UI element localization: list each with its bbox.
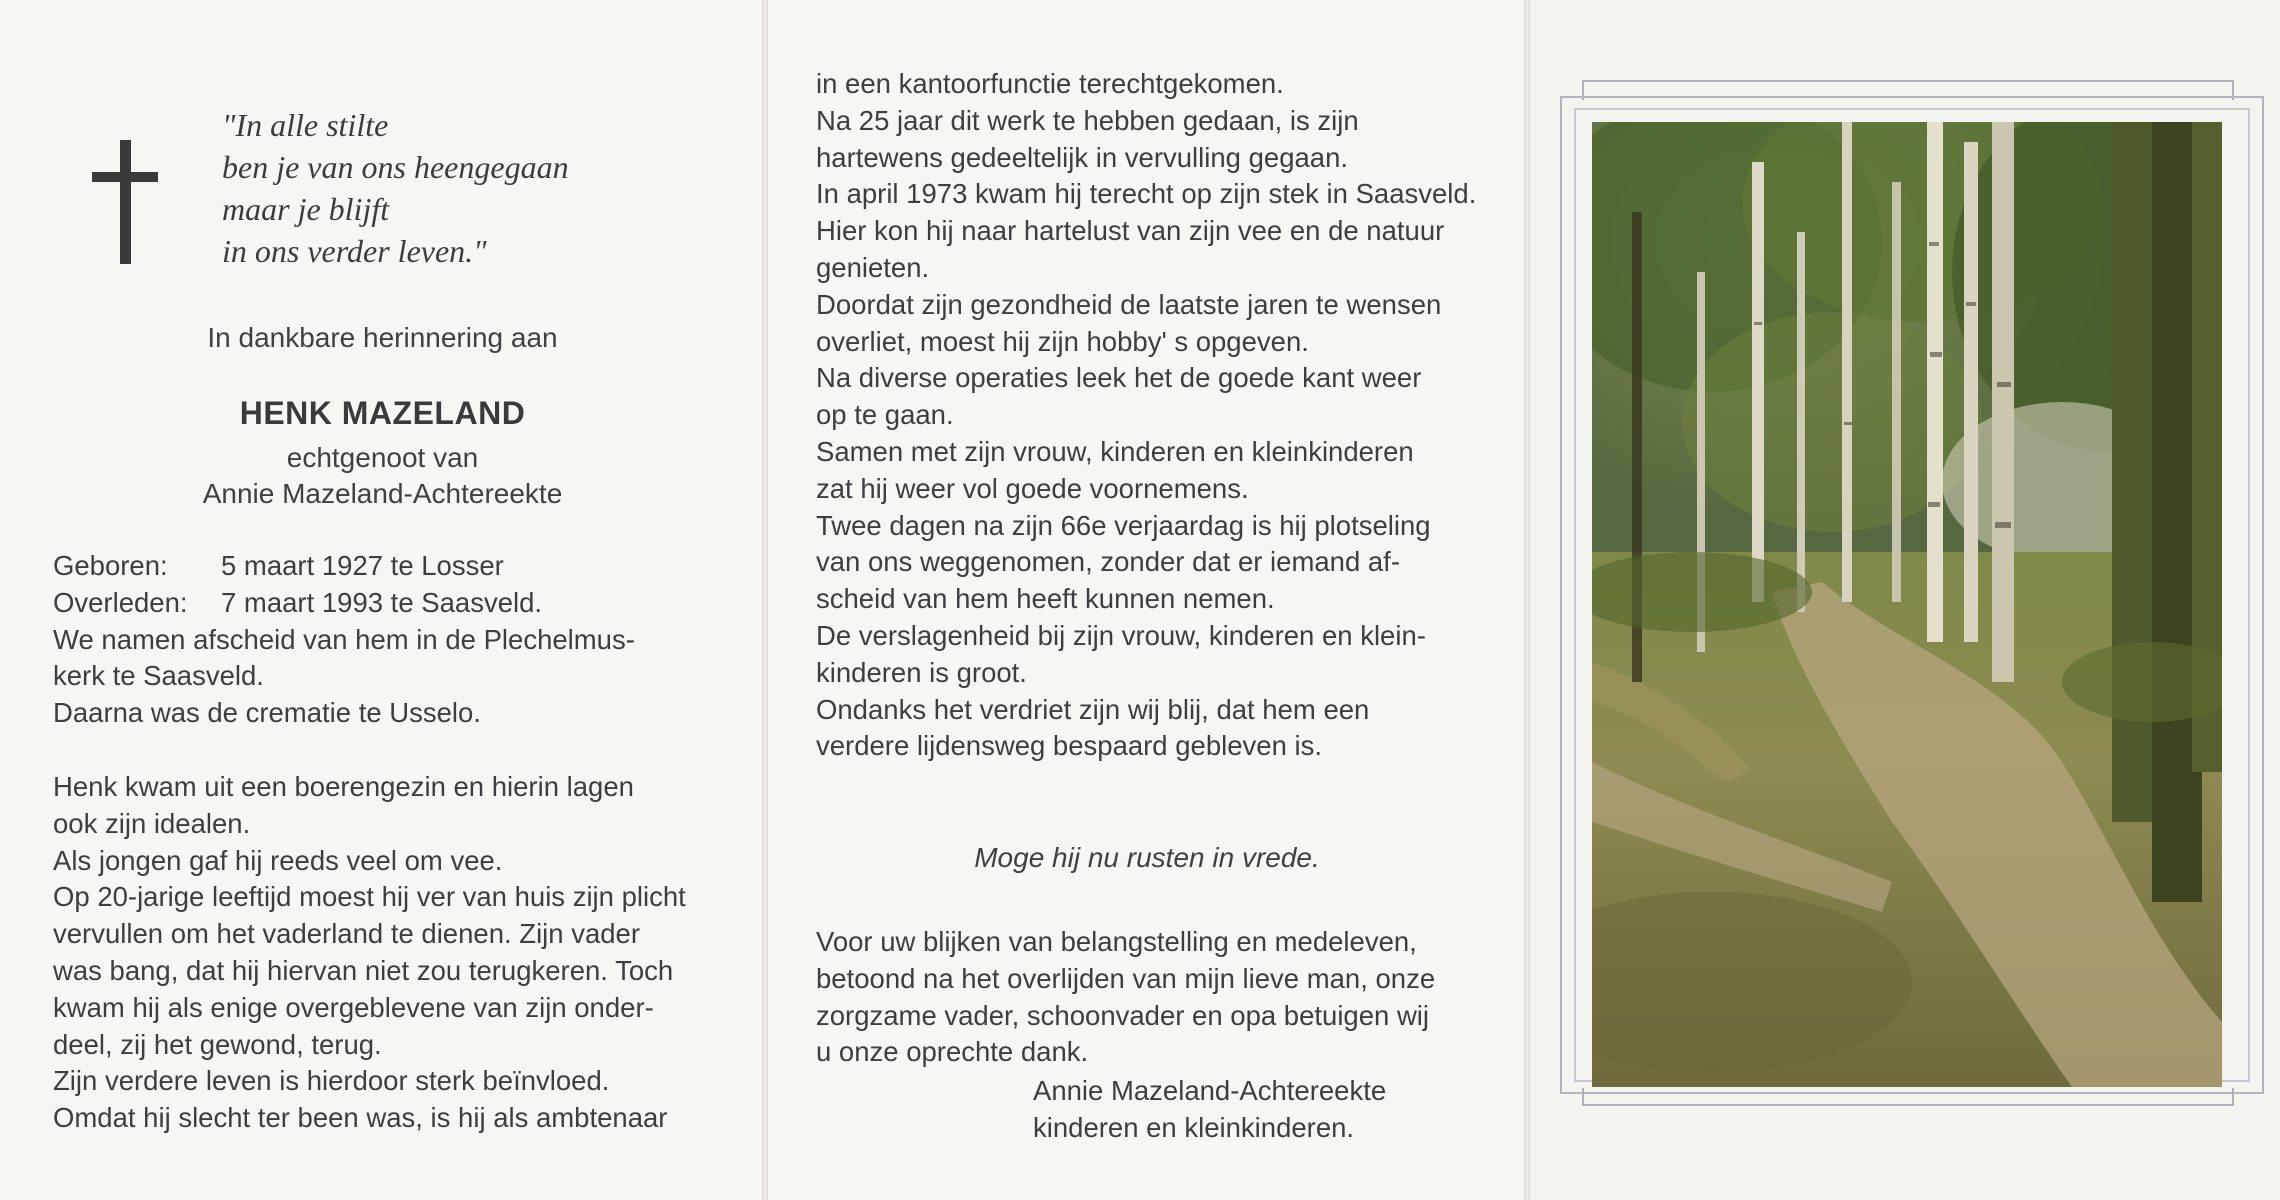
bio-line: op te gaan. [816, 399, 954, 431]
thanks-line: betoond na het overlijden van mijn lieve man, onze [816, 962, 1436, 994]
bio-line: hartewens gedeeltelijk in vervulling gegaan. [816, 141, 1349, 173]
bio-line: Twee dagen na zijn 66e verjaardag is hij plotseling [816, 509, 1431, 541]
bio-line: Zijn verdere leven is hierdoor sterk beïnvloed. [53, 1065, 610, 1097]
bio-line: Na diverse operaties leek het de goede kant weer [816, 362, 1422, 394]
in-memory-heading: In dankbare herinnering aan [207, 322, 558, 353]
bio-line: Samen met zijn vrouw, kinderen en kleinkinderen [816, 435, 1414, 467]
signature-block [1033, 1073, 1386, 1147]
bio-line: genieten. [816, 251, 930, 283]
bio-line: deel, zij het gewond, terug. [53, 1028, 382, 1060]
born-value: 5 maart 1927 te Losser [221, 550, 504, 581]
signature-line: kinderen en kleinkinderen. [1033, 1111, 1355, 1143]
bio-line: vervullen om het vaderland te dienen. Zijn vader [53, 918, 641, 950]
biography-right [816, 66, 1476, 765]
facts-line: Daarna was de crematie te Usselo. [53, 697, 481, 729]
died-label: Overleden: [53, 586, 188, 618]
bio-line: De verslagenheid bij zijn vrouw, kinderen en klein- [816, 619, 1426, 651]
signature-line: Annie Mazeland-Achtereekte [1033, 1075, 1387, 1106]
deceased-name: HENK MAZELAND [239, 395, 526, 431]
bio-line: Na 25 jaar dit werk te hebben gedaan, is zijn [816, 104, 1359, 136]
bio-line: Doordat zijn gezondheid de laatste jaren te wensen [816, 288, 1442, 320]
bio-line: ook zijn idealen. [53, 807, 251, 839]
poem-line: "In alle stilte [222, 107, 389, 143]
died-row [53, 585, 635, 622]
poem [222, 104, 569, 272]
bio-line: Omdat hij slecht ter been was, is hij als ambtenaar [53, 1102, 668, 1134]
facts-line: kerk te Saasveld. [53, 660, 264, 692]
facts-line: We namen afscheid van hem in de Plechelmus- [53, 623, 635, 655]
bio-line: verdere lijdensweg bespaard gebleven is. [816, 730, 1323, 762]
thanks-block [816, 924, 1435, 1071]
thanks-line: u onze oprechte dank. [816, 1036, 1089, 1068]
facts-block [53, 548, 635, 732]
thanks-line: zorgzame vader, schoonvader en opa betuigen wij [816, 999, 1430, 1031]
bio-line: van ons weggenomen, zonder dat er iemand af- [816, 546, 1400, 578]
bio-line: overliet, moest hij zijn hobby' s opgeven. [816, 325, 1309, 357]
bio-line: zat hij weer vol goede voornemens. [816, 472, 1249, 504]
died-value: 7 maart 1993 te Saasveld. [221, 586, 543, 618]
bio-line: Henk kwam uit een boerengezin en hierin lagen [53, 771, 634, 802]
bio-line: kinderen is groot. [816, 656, 1027, 688]
bio-line: Als jongen gaf hij reeds veel om vee. [53, 844, 503, 876]
bio-line: in een kantoorfunctie terechtgekomen. [816, 68, 1284, 99]
born-label: Geboren: [53, 550, 168, 581]
bio-line: scheid van hem heeft kunnen nemen. [816, 583, 1275, 615]
poem-line: maar je blijft [222, 191, 390, 227]
biography-left [53, 769, 686, 1137]
bio-line: was bang, dat hij hiervan niet zou terugkeren. Toch [53, 954, 674, 986]
bio-line: kwam hij als enige overgeblevene van zijn onder- [53, 991, 654, 1023]
poem-line: ben je van ons heengegaan [222, 149, 569, 185]
bio-line: Ondanks het verdriet zijn wij blij, dat hem een [816, 693, 1370, 725]
poem-line: in ons verder leven." [222, 233, 487, 269]
frame-decoration [1582, 1088, 2234, 1106]
bio-line: In april 1973 kwam hij terecht op zijn stek in Saasveld. [816, 178, 1477, 210]
spouse-name: Annie Mazeland-Achtereekte [202, 478, 563, 509]
farewell-line: Moge hij nu rusten in vrede. [974, 842, 1320, 873]
thanks-line: Voor uw blijken van belangstelling en medeleven, [816, 926, 1417, 957]
born-row [53, 548, 635, 585]
bio-line: Op 20-jarige leeftijd moest hij ver van huis zijn plicht [53, 881, 686, 913]
forest-path-photo [1592, 122, 2222, 1087]
bio-line: Hier kon hij naar hartelust van zijn vee en de natuur [816, 215, 1445, 247]
cross-icon [92, 140, 158, 264]
spouse-of-label: echtgenoot van [286, 442, 479, 473]
